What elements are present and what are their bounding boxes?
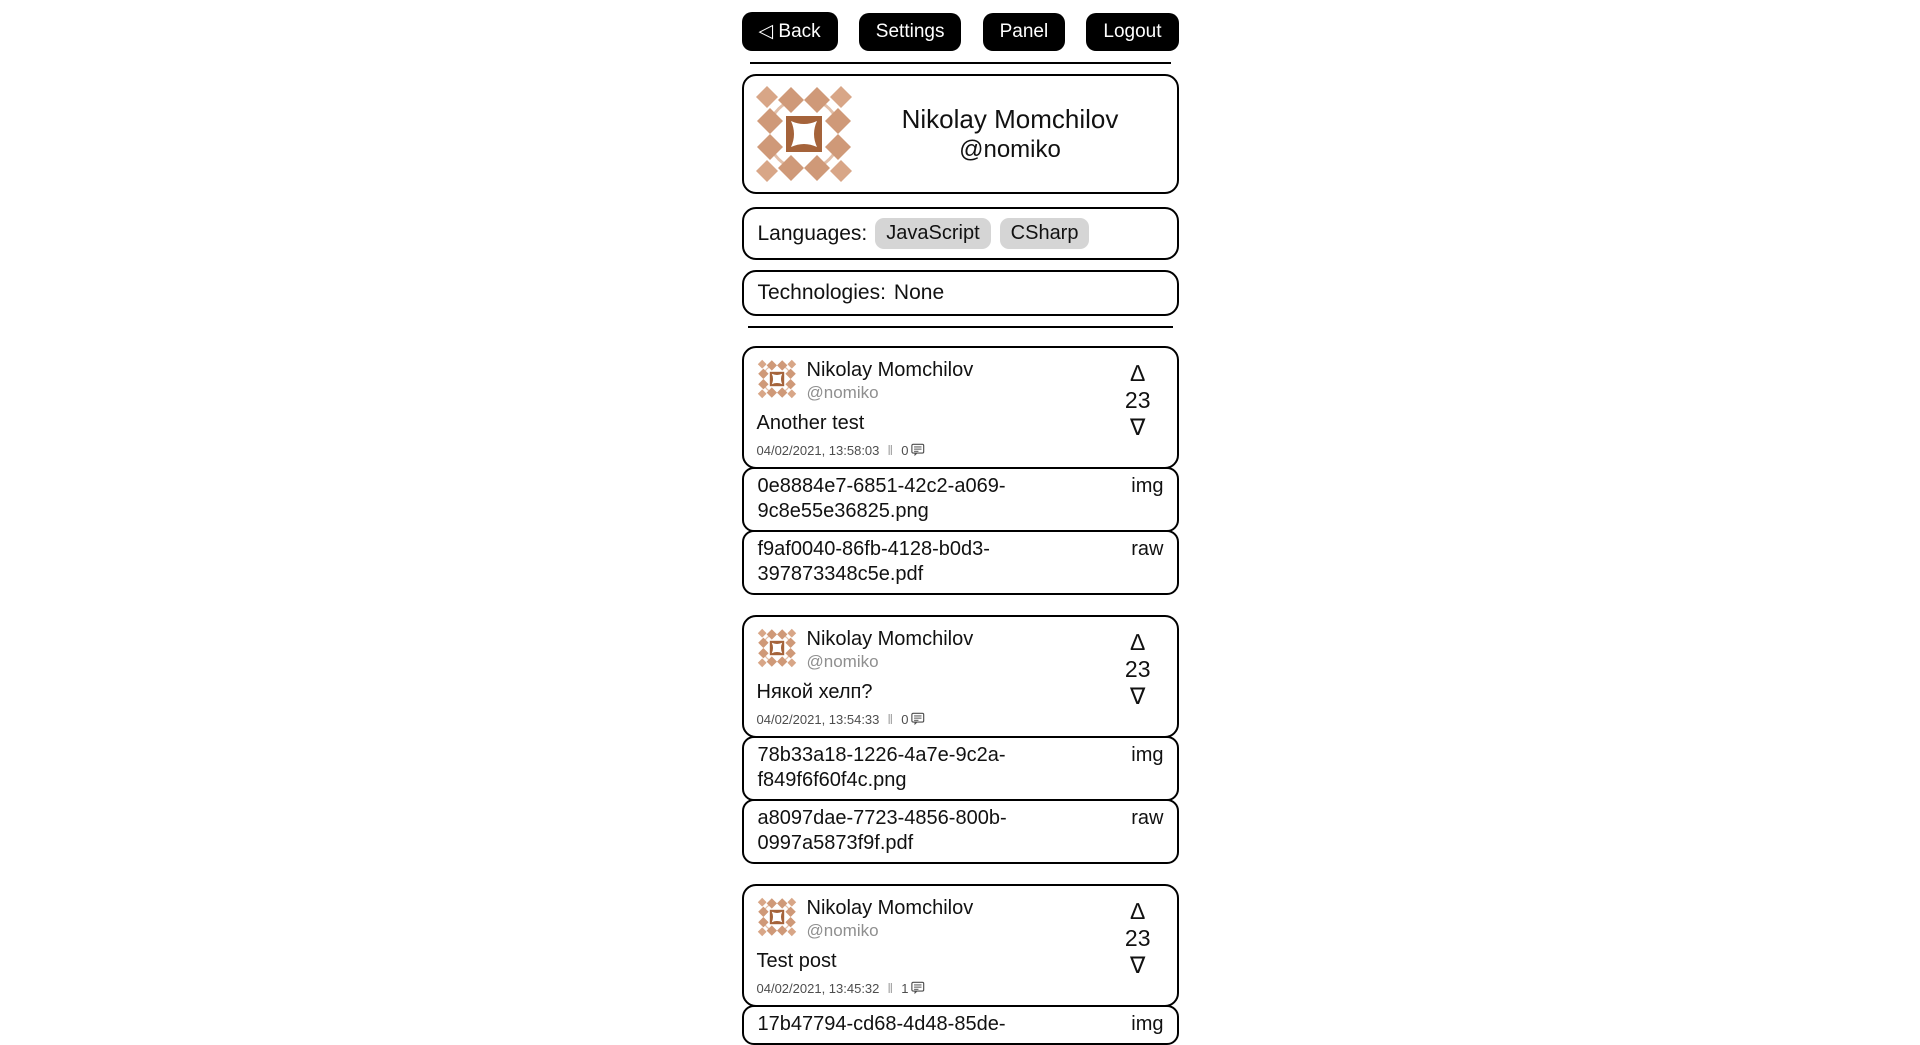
attachment-row[interactable] bbox=[742, 1005, 1179, 1045]
attachment-filename: a8097dae-7723-4856-800b-0997a5873f9f.pdf bbox=[757, 807, 1007, 855]
profile-handle: @nomiko bbox=[959, 135, 1061, 163]
attachment-filename: 17b47794-cd68-4d48-85de- bbox=[757, 1013, 1006, 1036]
attachment-type-label: raw bbox=[1131, 807, 1164, 830]
post-card bbox=[742, 346, 1179, 469]
attachment-filename: 78b33a18-1226-4a7e-9c2a-f849f6f60f4c.png bbox=[757, 744, 1006, 792]
post-author-avatar bbox=[757, 897, 797, 937]
attachment-type-label: img bbox=[1131, 475, 1164, 498]
vote-count: 23 bbox=[1124, 656, 1151, 683]
post-author-name: Nikolay Momchilov bbox=[806, 628, 974, 651]
post-timestamp: 04/02/2021, 13:54:33 bbox=[756, 711, 880, 727]
language-tag-csharp: CSharp bbox=[1000, 218, 1090, 249]
downvote-button[interactable]: ∇ bbox=[1130, 683, 1146, 710]
attachment-type-label: img bbox=[1131, 1013, 1164, 1036]
post-author-avatar bbox=[757, 628, 797, 668]
comment-bubble-icon bbox=[911, 712, 925, 726]
attachment-row[interactable] bbox=[742, 467, 1179, 532]
post-author-name: Nikolay Momchilov bbox=[806, 897, 974, 920]
profile-name: Nikolay Momchilov bbox=[901, 104, 1119, 135]
logout-button[interactable]: Logout bbox=[1086, 13, 1178, 51]
post-group bbox=[742, 615, 1179, 864]
post-timestamp: 04/02/2021, 13:58:03 bbox=[756, 442, 880, 458]
attachment-row[interactable] bbox=[742, 799, 1179, 864]
attachment-filename: 0e8884e7-6851-42c2-a069-9c8e55e36825.png bbox=[757, 475, 1006, 523]
technologies-value: None bbox=[893, 281, 945, 304]
attachment-type-label: raw bbox=[1131, 538, 1164, 561]
vote-count: 23 bbox=[1124, 925, 1151, 952]
upvote-button[interactable]: ∆ bbox=[1130, 360, 1145, 386]
meta-separator: ‖ bbox=[887, 980, 894, 997]
back-button[interactable]: ◁ Back bbox=[742, 12, 838, 51]
upvote-button[interactable]: ∆ bbox=[1130, 629, 1145, 656]
post-author-name: Nikolay Momchilov bbox=[806, 359, 974, 381]
post-meta bbox=[757, 442, 1125, 458]
attachment-row[interactable] bbox=[742, 736, 1179, 801]
post-title: Някой хелп? bbox=[756, 681, 873, 704]
vote-column bbox=[1125, 359, 1151, 458]
settings-button[interactable]: Settings bbox=[859, 13, 962, 51]
posts-divider bbox=[748, 326, 1173, 328]
languages-label: Languages: bbox=[757, 221, 868, 245]
post-author-handle: @nomiko bbox=[806, 921, 879, 941]
post-header bbox=[757, 628, 1125, 673]
vote-column bbox=[1125, 897, 1151, 996]
attachment-type-label: img bbox=[1131, 744, 1164, 767]
post-group bbox=[742, 346, 1179, 595]
comment-bubble-icon bbox=[911, 443, 925, 457]
profile-card bbox=[742, 74, 1179, 194]
post-meta bbox=[757, 980, 1125, 996]
vote-count: 23 bbox=[1124, 387, 1151, 414]
comment-count: 0 bbox=[901, 711, 909, 727]
post-title: Another test bbox=[756, 412, 865, 435]
post-timestamp: 04/02/2021, 13:45:32 bbox=[756, 980, 880, 996]
languages-card bbox=[742, 207, 1179, 260]
meta-separator: ‖ bbox=[887, 711, 894, 728]
post-author-handle: @nomiko bbox=[806, 652, 879, 672]
post-header bbox=[757, 359, 1125, 404]
attachment-row[interactable] bbox=[742, 530, 1179, 595]
post-card bbox=[742, 884, 1179, 1007]
main-column bbox=[742, 0, 1179, 1045]
top-divider bbox=[750, 62, 1171, 64]
toolbar bbox=[742, 12, 1179, 51]
post-card bbox=[742, 615, 1179, 738]
comment-bubble-icon bbox=[911, 981, 925, 995]
vote-column bbox=[1125, 628, 1151, 727]
post-author-handle: @nomiko bbox=[806, 383, 879, 402]
post-header bbox=[757, 897, 1125, 942]
panel-button[interactable]: Panel bbox=[983, 13, 1066, 51]
posts-list bbox=[742, 346, 1179, 1045]
attachment-filename: f9af0040-86fb-4128-b0d3-397873348c5e.pdf bbox=[757, 538, 990, 586]
downvote-button[interactable]: ∇ bbox=[1130, 952, 1146, 979]
comment-count: 1 bbox=[901, 980, 909, 996]
comment-count: 0 bbox=[901, 442, 909, 458]
profile-names bbox=[854, 103, 1167, 164]
post-group bbox=[742, 884, 1179, 1045]
profile-avatar bbox=[754, 84, 854, 184]
upvote-button[interactable]: ∆ bbox=[1130, 898, 1145, 925]
technologies-card bbox=[742, 270, 1179, 316]
post-title: Test post bbox=[756, 950, 837, 973]
downvote-button[interactable]: ∇ bbox=[1130, 414, 1146, 441]
technologies-label: Technologies: bbox=[757, 281, 886, 304]
post-author-avatar bbox=[757, 359, 797, 399]
post-meta bbox=[757, 711, 1125, 727]
language-tag-javascript: JavaScript bbox=[875, 218, 990, 249]
meta-separator: ‖ bbox=[887, 442, 894, 459]
